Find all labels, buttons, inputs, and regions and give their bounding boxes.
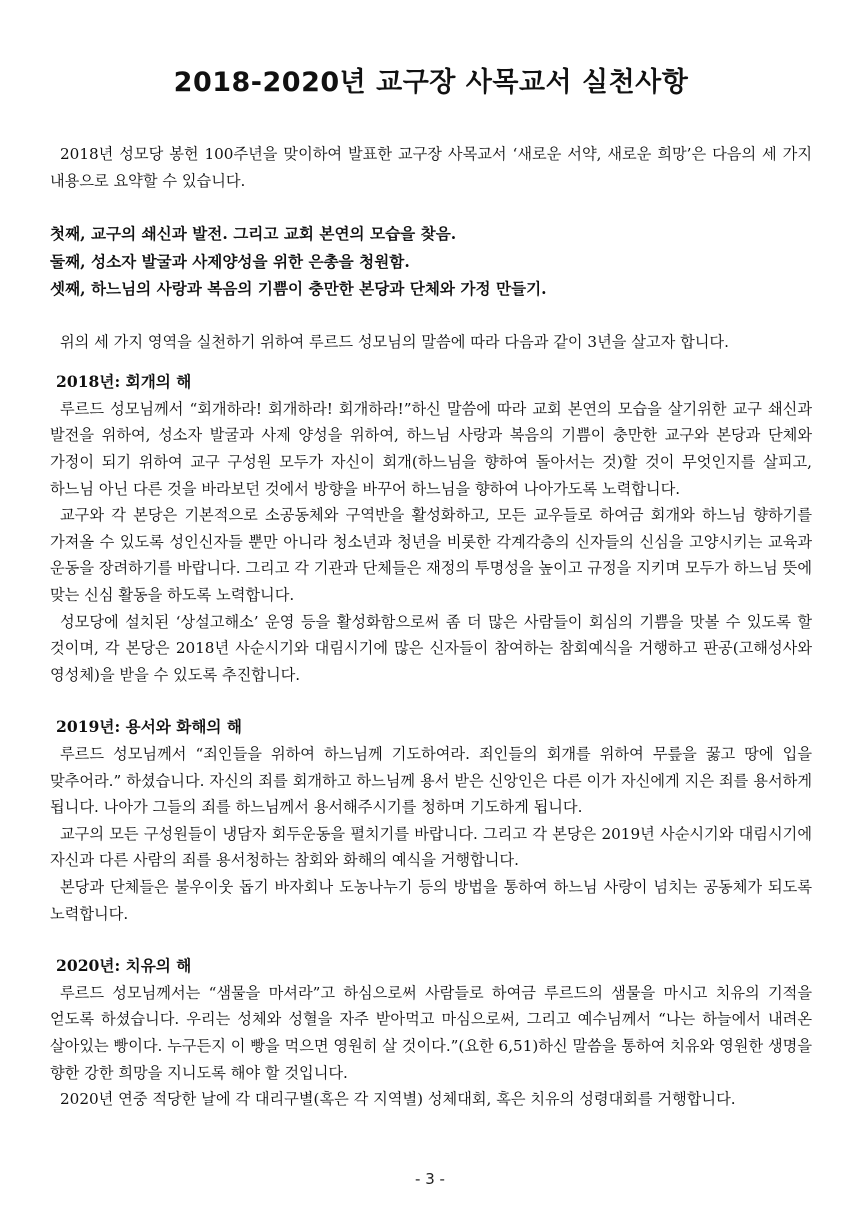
section-paragraph: 2020년 연중 적당한 날에 각 대리구별(혹은 각 지역별) 성체대회, 혹은 치유의 성령대회를 거행합니다. <box>60 1090 736 1109</box>
section-paragraph: 루르드 성모님께서 “회개하라! 회개하라! 회개하라!”하신 말씀에 따라 교회 본연의 모습을 살기위한 교구 쇄신과 발전을 위하여, 성소자 발굴과 사제 양성을 위하여, 하느님 사랑과 복음의 기쁨이 충만한 교구와 본당과 단체와 가정이 되기 위하여 교구 구성원 모두가 자신이 회개(하느님을 향하여 돌아서는 것)할 것이 무엇인지를 살피고, 하느님 아닌 다른 것을 바라보던 것에서 방향을 바꾸어 하느님을 향하여 나아가도록 노력합니다. <box>50 399 812 498</box>
summary-list <box>50 220 812 303</box>
section-heading: 2020년: 치유의 해 <box>56 956 192 976</box>
intro-paragraph: 2018년 성모당 봉헌 100주년을 맞이하여 발표한 교구장 사목교서 ‘새로운 서약, 새로운 희망’은 다음의 세 가지 내용으로 요약할 수 있습니다. <box>50 145 812 190</box>
section-paragraph: 교구의 모든 구성원들이 냉담자 회두운동을 펼치기를 바랍니다. 그리고 각 본당은 2019년 사순시기와 대림시기에 자신과 다른 사람의 죄를 용서청하는 참회와 화해의 예식을 거행합니다. <box>50 824 812 870</box>
section-heading: 2019년: 용서와 화해의 해 <box>56 717 242 737</box>
section-paragraph: 성모당에 설치된 ‘상설고해소’ 운영 등을 활성화함으로써 좀 더 많은 사람들이 회심의 기쁨을 맛볼 수 있도록 할 것이며, 각 본당은 2018년 사순시기와 대림시기에 많은 신자들이 참여하는 참회예식을 거행하고 판공(고해성사와 영성체)을 받을 수 있도록 추진합니다. <box>50 612 812 684</box>
section-2019 <box>50 714 812 927</box>
section-paragraph: 교구와 각 본당은 기본적으로 소공동체와 구역반을 활성화하고, 모든 교우들로 하여금 회개와 하느님 향하기를 가져올 수 있도록 성인신자들 뿐만 아니라 청소년과 청년을 비롯한 각계각층의 신자들의 신심을 고양시키는 교육과 운동을 장려하기를 바랍니다. 그리고 각 기관과 단체들은 재정의 투명성을 높이고 규정을 지키며 모두가 하느님 뜻에 맞는 신심 활동을 하도록 노력합니다. <box>50 506 812 605</box>
section-paragraph: 루르드 성모님께서는 “샘물을 마셔라”고 하심으로써 사람들로 하여금 루르드의 샘물을 마시고 치유의 기적을 얻도록 하셨습니다. 우리는 성체와 성혈을 자주 받아먹고 마심으로써, 그리고 예수님께서 “나는 하늘에서 내려온 살아있는 빵이다. 누구든지 이 빵을 먹으면 영원히 살 것이다.”(요한 6,51)하신 말씀을 통하여 치유와 영원한 생명을 향한 강한 희망을 지니도록 해야 할 것입니다. <box>50 983 812 1082</box>
section-2020 <box>50 953 812 1113</box>
section-2018 <box>50 369 812 688</box>
plan-paragraph: 위의 세 가지 영역을 실천하기 위하여 루르드 성모님의 말씀에 따라 다음과 같이 3년을 살고자 합니다. <box>60 332 729 351</box>
section-spacer <box>50 927 812 939</box>
section-paragraph: 루르드 성모님께서 “죄인들을 위하여 하느님께 기도하여라. 죄인들의 회개를 위하여 무릎을 꿇고 땅에 입을 맞추어라.” 하셨습니다. 자신의 죄를 회개하고 하느님께 용서 받은 신앙인은 다른 이가 자신에게 지은 죄를 용서하게 됩니다. 나아가 그들의 죄를 하느님께서 용서해주시기를 청하며 기도하게 됩니다. <box>50 745 812 817</box>
section-spacer <box>50 688 812 700</box>
section-heading: 2018년: 회개의 해 <box>56 372 192 392</box>
page-number: - 3 - <box>415 1170 445 1188</box>
page-title: 2018-2020년 교구장 사목교서 실천사항 <box>173 67 689 98</box>
section-paragraph: 본당과 단체들은 불우이웃 돕기 바자회나 도농나누기 등의 방법을 통하여 하느님 사랑이 넘치는 공동체가 되도록 노력합니다. <box>50 877 812 923</box>
summary-item-second: 둘째, 성소자 발굴과 사제양성을 위한 은총을 청원함. <box>50 251 410 271</box>
summary-item-first: 첫째, 교구의 쇄신과 발전. 그리고 교회 본연의 모습을 찾음. <box>50 224 457 244</box>
summary-item-third: 셋째, 하느님의 사랑과 복음의 기쁨이 충만한 본당과 단체와 가정 만들기. <box>50 279 547 299</box>
document-page <box>50 60 812 1113</box>
